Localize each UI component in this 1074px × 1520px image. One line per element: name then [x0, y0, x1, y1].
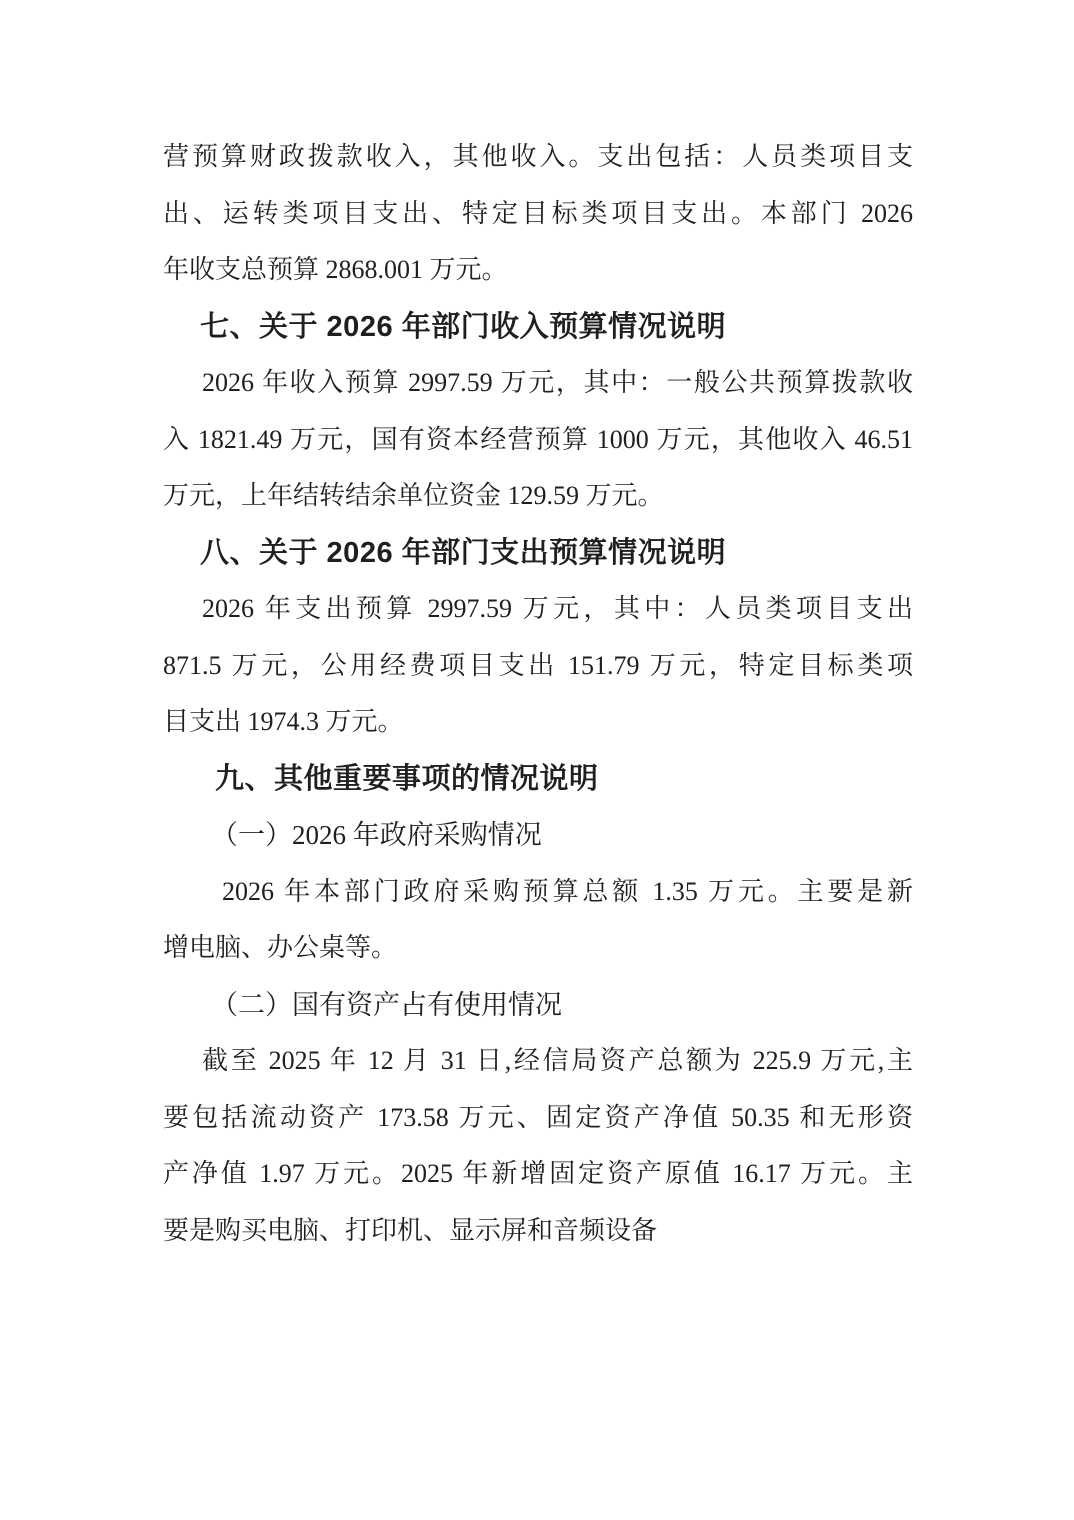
text-line: 2026 年支出预算 2997.59 万元，其中：人员类项目支出: [202, 594, 913, 623]
text-line: 万元，上年结转结余单位资金 129.59 万元。: [163, 481, 664, 510]
section-heading: （一）2026 年政府采购情况: [211, 820, 542, 850]
text-line: 产净值 1.97 万元。2025 年新增固定资产原值 16.17 万元。主: [163, 1159, 913, 1188]
section-heading: 八、关于 2026 年部门支出预算情况说明: [200, 536, 727, 569]
text-line: 目支出 1974.3 万元。: [163, 707, 404, 736]
text-line: 出、运转类项目支出、特定目标类项目支出。本部门 2026: [163, 198, 913, 228]
section-heading: 九、其他重要事项的情况说明: [215, 762, 599, 795]
text-line: 要是购买电脑、打印机、显示屏和音频设备: [163, 1215, 658, 1245]
text-line: 营预算财政拨款收入，其他收入。支出包括：人员类项目支: [163, 142, 913, 171]
text-line: 2026 年本部门政府采购预算总额 1.35 万元。主要是新: [222, 876, 913, 906]
document-text-block: [163, 129, 913, 1259]
text-line: 增电脑、办公桌等。: [163, 933, 398, 962]
text-line: 2026 年收入预算 2997.59 万元，其中：一般公共预算拨款收: [202, 368, 913, 397]
text-line: 截至 2025 年 12 月 31 日,经信局资产总额为 225.9 万元,主: [202, 1046, 913, 1075]
text-line: 入 1821.49 万元，国有资本经营预算 1000 万元，其他收入 46.51: [163, 424, 913, 454]
section-heading: 七、关于 2026 年部门收入预算情况说明: [200, 310, 727, 343]
text-line: 871.5 万元，公用经费项目支出 151.79 万元，特定目标类项: [163, 650, 913, 680]
text-line: 要包括流动资产 173.58 万元、固定资产净值 50.35 和无形资: [163, 1102, 913, 1132]
text-line: 年收支总预算 2868.001 万元。: [163, 255, 508, 284]
section-heading: （二）国有资产占有使用情况: [211, 989, 562, 1020]
